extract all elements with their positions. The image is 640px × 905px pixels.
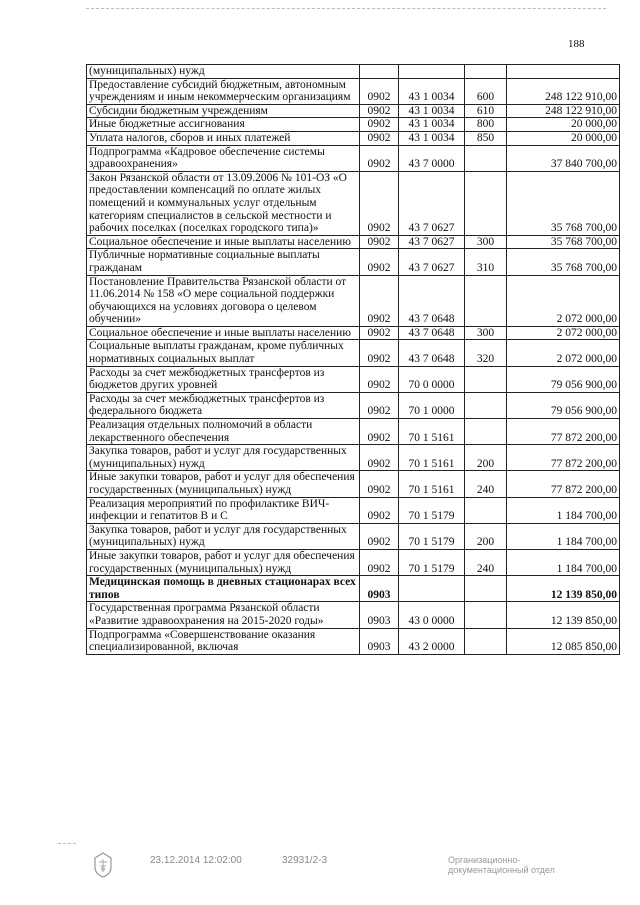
table-row	[87, 471, 620, 497]
row-article: 70 1 5179	[399, 497, 465, 523]
table-row	[87, 78, 620, 104]
row-amount: 12 139 850,00	[507, 576, 620, 602]
row-article: 43 7 0627	[399, 249, 465, 275]
table-row	[87, 131, 620, 145]
row-article: 43 1 0034	[399, 118, 465, 132]
row-name: Реализация отдельных полномочий в области лекарственного обеспечения	[87, 419, 360, 445]
row-section: 0902	[360, 249, 399, 275]
row-amount: 2 072 000,00	[507, 340, 620, 366]
row-name: Подпрограмма «Кадровое обеспечение системы здравоохранения»	[87, 145, 360, 171]
row-article: 70 1 5161	[399, 419, 465, 445]
row-type	[465, 65, 507, 79]
row-name: Предоставление субсидий бюджетным, автономным учреждениям и иным некоммерческим организациям	[87, 78, 360, 104]
row-section: 0902	[360, 145, 399, 171]
row-amount: 248 122 910,00	[507, 104, 620, 118]
row-type	[465, 145, 507, 171]
row-article: 43 7 0000	[399, 145, 465, 171]
table-row	[87, 602, 620, 628]
table-row	[87, 576, 620, 602]
row-amount: 35 768 700,00	[507, 235, 620, 249]
row-type: 600	[465, 78, 507, 104]
row-section: 0903	[360, 602, 399, 628]
row-name: Медицинская помощь в дневных стационарах всех типов	[87, 576, 360, 602]
row-type	[465, 275, 507, 326]
footer-stamp: Организационно-документационный отдел	[448, 855, 555, 875]
row-name: Иные закупки товаров, работ и услуг для обеспечения государственных (муниципальных) нужд	[87, 471, 360, 497]
row-article: 43 7 0648	[399, 275, 465, 326]
row-name: Подпрограмма «Совершенствование оказания специализированной, включая	[87, 628, 360, 654]
row-type: 300	[465, 326, 507, 340]
row-name: Иные бюджетные ассигнования	[87, 118, 360, 132]
table-row	[87, 497, 620, 523]
row-type: 850	[465, 131, 507, 145]
row-section: 0902	[360, 497, 399, 523]
row-article: 43 7 0627	[399, 171, 465, 235]
row-article	[399, 65, 465, 79]
row-name: Социальное обеспечение и иные выплаты населению	[87, 326, 360, 340]
table-row	[87, 549, 620, 575]
table-row	[87, 104, 620, 118]
row-amount: 2 072 000,00	[507, 275, 620, 326]
row-name: Расходы за счет межбюджетных трансфертов из федерального бюджета	[87, 392, 360, 418]
row-article: 43 7 0648	[399, 326, 465, 340]
table-row	[87, 65, 620, 79]
table-row	[87, 145, 620, 171]
row-amount: 12 085 850,00	[507, 628, 620, 654]
row-name: Постановление Правительства Рязанской области от 11.06.2014 № 158 «О мере социальной поддержки обучающихся на условиях договора о целевом обучении»	[87, 275, 360, 326]
row-article: 43 1 0034	[399, 78, 465, 104]
row-amount: 2 072 000,00	[507, 326, 620, 340]
row-name: Иные закупки товаров, работ и услуг для обеспечения государственных (муниципальных) нужд	[87, 549, 360, 575]
row-name: (муниципальных) нужд	[87, 65, 360, 79]
row-amount: 12 139 850,00	[507, 602, 620, 628]
row-article: 43 2 0000	[399, 628, 465, 654]
row-section: 0902	[360, 275, 399, 326]
row-section: 0902	[360, 131, 399, 145]
row-amount: 248 122 910,00	[507, 78, 620, 104]
row-article: 70 1 5161	[399, 445, 465, 471]
row-name: Закон Рязанской области от 13.09.2006 № 101-ОЗ «О предоставлении компенсаций по оплате жилых помещений и коммунальных услуг отдельным категориям специалистов в сельской местности и рабочих поселках (поселках городского типа)»	[87, 171, 360, 235]
row-type	[465, 366, 507, 392]
table-row	[87, 326, 620, 340]
row-section: 0902	[360, 392, 399, 418]
row-amount	[507, 65, 620, 79]
row-name: Уплата налогов, сборов и иных платежей	[87, 131, 360, 145]
row-type: 320	[465, 340, 507, 366]
row-section: 0902	[360, 445, 399, 471]
row-section: 0903	[360, 628, 399, 654]
table-row	[87, 235, 620, 249]
footer-doc-code: 32931/2-3	[282, 855, 328, 866]
row-section: 0902	[360, 419, 399, 445]
row-name: Социальное обеспечение и иные выплаты населению	[87, 235, 360, 249]
row-name: Реализация мероприятий по профилактике ВИЧ-инфекции и гепатитов В и С	[87, 497, 360, 523]
row-article: 70 1 5179	[399, 549, 465, 575]
row-article: 70 1 5179	[399, 523, 465, 549]
budget-table	[86, 64, 620, 655]
coat-of-arms-icon	[92, 852, 114, 878]
table-row	[87, 249, 620, 275]
table-row	[87, 392, 620, 418]
row-type: 610	[465, 104, 507, 118]
row-article: 43 7 0648	[399, 340, 465, 366]
row-section: 0903	[360, 576, 399, 602]
table-row	[87, 275, 620, 326]
row-name: Закупка товаров, работ и услуг для государственных (муниципальных) нужд	[87, 523, 360, 549]
row-type: 200	[465, 523, 507, 549]
table-row	[87, 171, 620, 235]
row-article: 43 1 0034	[399, 131, 465, 145]
row-article: 70 0 0000	[399, 366, 465, 392]
row-type: 240	[465, 549, 507, 575]
row-type	[465, 576, 507, 602]
row-article: 70 1 5161	[399, 471, 465, 497]
table-row	[87, 366, 620, 392]
row-article: 70 1 0000	[399, 392, 465, 418]
row-amount: 35 768 700,00	[507, 249, 620, 275]
row-section: 0902	[360, 366, 399, 392]
row-amount: 37 840 700,00	[507, 145, 620, 171]
row-section: 0902	[360, 235, 399, 249]
row-article: 43 7 0627	[399, 235, 465, 249]
row-amount: 35 768 700,00	[507, 171, 620, 235]
row-section: 0902	[360, 104, 399, 118]
row-type	[465, 602, 507, 628]
row-name: Публичные нормативные социальные выплаты гражданам	[87, 249, 360, 275]
row-type: 240	[465, 471, 507, 497]
row-amount: 77 872 200,00	[507, 419, 620, 445]
row-section: 0902	[360, 549, 399, 575]
table-row	[87, 340, 620, 366]
row-type	[465, 497, 507, 523]
row-amount: 1 184 700,00	[507, 549, 620, 575]
row-name: Субсидии бюджетным учреждениям	[87, 104, 360, 118]
row-type	[465, 392, 507, 418]
row-type: 300	[465, 235, 507, 249]
row-type: 200	[465, 445, 507, 471]
table-row	[87, 628, 620, 654]
top-border	[86, 8, 606, 9]
row-amount: 79 056 900,00	[507, 366, 620, 392]
row-section: 0902	[360, 523, 399, 549]
row-type: 800	[465, 118, 507, 132]
row-type	[465, 628, 507, 654]
row-amount: 79 056 900,00	[507, 392, 620, 418]
row-type	[465, 171, 507, 235]
row-article: 43 0 0000	[399, 602, 465, 628]
table-row	[87, 445, 620, 471]
row-section: 0902	[360, 118, 399, 132]
row-amount: 1 184 700,00	[507, 523, 620, 549]
row-amount: 1 184 700,00	[507, 497, 620, 523]
row-section: 0902	[360, 340, 399, 366]
footer-datetime: 23.12.2014 12:02:00	[150, 855, 242, 866]
row-name: Социальные выплаты гражданам, кроме публичных нормативных социальных выплат	[87, 340, 360, 366]
row-name: Государственная программа Рязанской области «Развитие здравоохранения на 2015-2020 годы»	[87, 602, 360, 628]
row-type: 310	[465, 249, 507, 275]
row-amount: 20 000,00	[507, 131, 620, 145]
row-name: Закупка товаров, работ и услуг для государственных (муниципальных) нужд	[87, 445, 360, 471]
row-type	[465, 419, 507, 445]
page-number: 188	[568, 38, 585, 50]
row-name: Расходы за счет межбюджетных трансфертов из бюджетов других уровней	[87, 366, 360, 392]
table-row	[87, 523, 620, 549]
row-amount: 77 872 200,00	[507, 471, 620, 497]
table-row	[87, 118, 620, 132]
row-section: 0902	[360, 171, 399, 235]
row-section: 0902	[360, 78, 399, 104]
row-section: 0902	[360, 326, 399, 340]
row-amount: 20 000,00	[507, 118, 620, 132]
row-section	[360, 65, 399, 79]
margin-marks	[58, 843, 76, 844]
row-amount: 77 872 200,00	[507, 445, 620, 471]
row-section: 0902	[360, 471, 399, 497]
row-article: 43 1 0034	[399, 104, 465, 118]
table-row	[87, 419, 620, 445]
row-article	[399, 576, 465, 602]
